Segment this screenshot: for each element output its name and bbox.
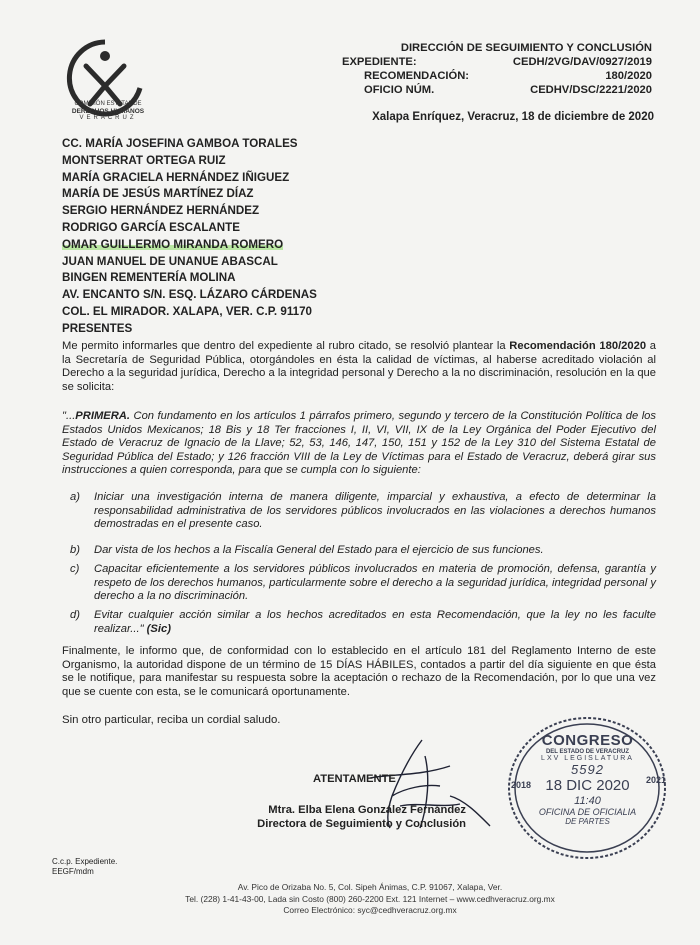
expediente-row: [322, 55, 652, 69]
intro-recommendation: Recomendación 180/2020: [509, 340, 647, 352]
org-name-line-1: COMISIÓN ESTATAL DE: [74, 101, 142, 107]
signer-name: Mtra. Elba Elena González Fernández: [268, 804, 466, 816]
address-line: AV. ENCANTO S/N. ESQ. LÁZARO CÁRDENAS: [62, 288, 317, 302]
item-letter: a): [70, 491, 80, 503]
footer-address: Av. Pico de Orizaba No. 5, Col. Sipeh Ánimas, C.P. 91067, Xalapa, Ver.: [237, 882, 503, 892]
recipient-line: SERGIO HERNÁNDEZ HERNÁNDEZ: [62, 204, 260, 218]
stamp-office-2: DE PARTES: [565, 817, 610, 826]
item-text: [94, 609, 656, 636]
oficio-value: CEDHV/DSC/2221/2020: [530, 84, 652, 96]
recipient-line: JUAN MANUEL DE UNANUE ABASCAL: [62, 254, 278, 268]
intro-text-2: a la Secretaría de Seguridad Pública, otorgándoles en ésta la calidad de víctimas, al haberse acreditado violación al Derecho a la seguridad jurídica, Derecho a la integridad personal y Derecho a la no discriminación, resolución en la que se solicita:: [62, 340, 656, 393]
org-name-line-3: VERACRUZ: [79, 115, 137, 121]
address-line: COL. EL MIRADOR. XALAPA, VER. C.P. 91170: [62, 304, 312, 318]
stamp-date: 18 DIC 2020: [545, 777, 630, 794]
recipient-line: CC. MARÍA JOSEFINA GAMBOA TORALES: [62, 137, 298, 150]
highlighted-name: OMAR GUILLERMO MIRANDA ROMERO: [62, 237, 284, 251]
header-block: [322, 41, 652, 97]
stamp-year-right: 2021: [645, 775, 666, 785]
primera-lead: "...: [62, 410, 76, 422]
org-name: [58, 101, 158, 122]
recomendacion-value: 180/2020: [605, 70, 652, 82]
list-item: [62, 563, 656, 604]
stamp-congreso: CONGRESO: [541, 732, 634, 749]
list-item: [62, 609, 656, 636]
recomendacion-label: RECOMENDACIÓN:: [364, 70, 470, 82]
intro-text-1: Me permito informarles que dentro del expediente al rubro citado, se resolvió plantear la: [62, 340, 510, 352]
oficio-row: [322, 83, 652, 97]
presentes-line: PRESENTES: [62, 321, 133, 335]
primera-text: Con fundamento en los artículos 1 párrafos primero, segundo y tercero de la Constitución Política de los Estados Unidos Mexicanos; 18 Bis y 18 Ter fracciones I, II, VI, VII, IX de la Ley Orgánica del Poder Ejecutivo del Estado de Veracruz de Ignacio de la Llave; 52, 53, 146, 147, 150, 151 y 152 de la Ley 310 del Sistema Estatal de Seguridad Pública del Estado; y 126 fracción VIII de la Ley de Víctimas para el Estado de Veracruz, deberá girar sus instrucciones a quien corresponda, para que se cumpla con lo siguiente:: [62, 410, 656, 477]
recipient-line-highlighted: [62, 237, 317, 254]
item-letter: d): [70, 609, 80, 621]
stamp-text: [505, 712, 670, 862]
stamp-time: 11:40: [574, 795, 601, 807]
item-letter: c): [70, 563, 80, 575]
stamp-sub2: LXV LEGISLATURA: [541, 755, 634, 762]
signer-title: Directora de Seguimiento y Conclusión: [257, 818, 466, 830]
primera-paragraph: [62, 410, 656, 478]
document-date: Xalapa Enríquez, Veracruz, 18 de diciembre de 2020: [372, 111, 654, 123]
recipients-block: [62, 136, 317, 338]
org-name-line-2: DERECHOS HUMANOS: [71, 108, 145, 115]
list-item: [62, 544, 656, 558]
atentamente-label: ATENTAMENTE: [313, 773, 396, 785]
recomendacion-row: [322, 69, 652, 83]
expediente-value: CEDH/2VG/DAV/0927/2019: [512, 56, 652, 68]
recipient-line: MONTSERRAT ORTEGA RUIZ: [62, 153, 226, 167]
footer-phone: Tel. (228) 1-41-43-00, Lada sin Costo (800) 260-2200 Ext. 121 Internet – www.cedhveracruz.org.mx: [185, 893, 555, 904]
stamp-number: 5592: [571, 762, 604, 777]
item-text: Iniciar una investigación interna de manera diligente, imparcial y exhaustiva, a efecto de determinar la responsabilidad administrativa de los servidores públicos involucrados en las violaciones a derechos humanos demostradas en el presente caso.: [94, 491, 656, 531]
item-text: Capacitar eficientemente a los servidores públicos involucrados en materia de promoción, defensa, garantía y respeto de los derechos humanos, particularmente sobre el derecho a la seguridad jurídica, integridad personal y derecho a la no discriminación.: [94, 563, 656, 603]
item-text-main: Evitar cualquier acción similar a los hechos acreditados en esta Recomendación, que la ley no les faculte realizar...": [94, 609, 656, 635]
ccp-block: [52, 857, 117, 877]
recipient-line: MARÍA GRACIELA HERNÁNDEZ IÑIGUEZ: [62, 170, 290, 184]
primera-heading: PRIMERA.: [75, 410, 130, 422]
final-paragraph: Finalmente, le informo que, de conformidad con lo establecido en el artículo 181 del Reglamento Interno de este Organismo, la autoridad dispone de un término de 15 DÍAS HÁBILES, contados a partir del día siguiente en que ésta se le notifique, para manifestar su respuesta sobre la aceptación o rechazo de la Recomendación, por lo que una vez que se cuente con esta, se le comunicará oportunamente.: [62, 645, 656, 698]
ccp-line-2: EEGF/mdm: [52, 867, 94, 876]
stamp-year-left: 2018: [511, 780, 532, 790]
signer-block: [244, 803, 466, 831]
recipient-line: RODRIGO GARCÍA ESCALANTE: [62, 220, 240, 234]
intro-paragraph: [62, 340, 656, 394]
header-title: DIRECCIÓN DE SEGUIMIENTO Y CONCLUSIÓN: [400, 42, 652, 54]
item-text: Dar vista de los hechos a la Fiscalía General del Estado para el ejercicio de sus funciones.: [94, 544, 544, 556]
footer: [140, 882, 600, 917]
stamp-sub1: DEL ESTADO DE VERACRUZ: [545, 749, 630, 755]
list-item: [62, 491, 656, 532]
expediente-label: EXPEDIENTE:: [342, 56, 417, 68]
oficio-label: OFICIO NÚM.: [364, 84, 435, 96]
stamp-office-1: OFICINA DE OFICIALIA: [538, 807, 637, 817]
closing-greeting: Sin otro particular, reciba un cordial saludo.: [62, 714, 281, 726]
recipient-line: MARÍA DE JESÚS MARTÍNEZ DÍAZ: [62, 187, 254, 201]
ccp-line-1: C.c.p. Expediente.: [52, 857, 118, 866]
footer-email: Correo Electrónico: syc@cedhveracruz.org.mx: [283, 905, 457, 915]
item-sic: (Sic): [143, 622, 171, 635]
recipient-line: BINGEN REMENTERÍA MOLINA: [62, 271, 236, 285]
item-letter: b): [70, 544, 80, 556]
